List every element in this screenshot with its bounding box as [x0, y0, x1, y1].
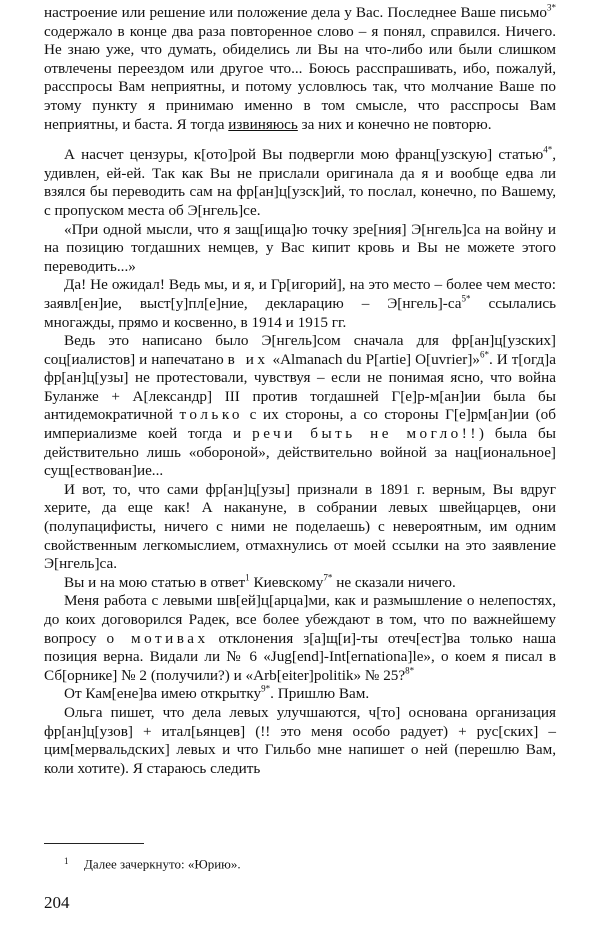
note-marker: 5* [461, 293, 471, 304]
text-run: «Almanach du P[artie] O[uvrier]» [268, 350, 481, 368]
paragraph-1 [44, 4, 556, 134]
paragraph-4 [44, 276, 556, 332]
paragraph-3 [44, 221, 556, 277]
text-run: И вот, то, что сами фр[ан]ц[узы] признали в 1891 г. верным, Вы вдруг херите, да еще как! А накануне, в собрании левых швейцарцев, они (полупацифисты, ничего с ними не поделаешь) с невероятным, им одним свойственным легкомыслием, отмахнулись от моей ссылки на это заявление Э[нгель]са. [44, 480, 556, 573]
footnote-text: Далее зачеркнуто: «Юрию». [84, 856, 241, 872]
paragraph-7 [44, 574, 556, 593]
text-run: не сказали ничего. [332, 573, 456, 591]
paragraph-9 [44, 685, 556, 704]
note-marker: 9* [261, 684, 271, 695]
text-run: Ольга пишет, что дела левых улучшаются, ч[то] основана организация фр[ан]ц[узов] + итал[ьянцев] (!! это меня особо радует) + рус[ских] – цим[мервальдских] левых и что Гильбо мне напишет о ней (перешлю Вам, коли хотите). Я стараюсь следить [44, 703, 556, 777]
text-run: с их стороны, а со стороны Г[е]рм[ан]ии (об империализме коей тогда и [44, 406, 556, 443]
note-marker: 8* [405, 665, 415, 676]
text-run: Вы и на мою статью в ответ [64, 573, 246, 591]
footnote-divider [44, 843, 144, 844]
text-run: «При одной мысли, что я защ[ища]ю точку зре[ния] Э[нгель]са на войну и на позицию тогдашних немцев, у Вас кипит кровь и Вы не можете этого переводить...» [44, 220, 556, 275]
paragraph-8 [44, 592, 556, 685]
paragraph-10 [44, 704, 556, 778]
note-marker: 7* [323, 572, 333, 583]
text-run: А насчет цензуры, к[ото]рой Вы подвергли мою франц[узскую] статью [64, 146, 544, 164]
text-run: Ведь это написано было Э[нгель]сом сначала для фр[ан]ц[узских] соц[иалистов] и напечатано [44, 332, 556, 368]
note-marker: 4* [543, 144, 553, 155]
note-marker: 3* [547, 2, 556, 13]
spaced-emphasis: в их [227, 350, 269, 368]
paragraph-6 [44, 481, 556, 574]
text-run: за них и конечно не повторю. [297, 115, 492, 133]
spaced-emphasis: речи быть не могло!! [252, 425, 479, 443]
text-run: . И т[огд]а фр[ан]ц[узы] не протестовали, чувствуя – если не понимая ясно, что война Буланже + А[лександр] III против тогдашней Г[е]р-м[ан]ии была бы антидемократичной [44, 350, 556, 424]
paragraph-5 [44, 332, 556, 481]
page-number: 204 [44, 893, 70, 912]
text-run: содержало в конце два раза повторенное слово – я понял, справился. Ничего. Не знаю уже, что думать, обиделись ли Вы на что-либо или были слишком отвлечены переездом или другое что... Боюсь расспрашивать, ибо, пожалуй, расспросы Вам неприятны, и потому условлюсь так, что молчание Ваше по этому пункту я принимаю именно в том смысле, что расспросы Вам неприятны, и баста. Я тогда [44, 22, 556, 133]
text-run: настроение или решение или положение дела у Вас. Последнее Ваше письмо [44, 4, 547, 21]
underlined-word: извиняюсь [228, 115, 298, 133]
main-text [44, 4, 556, 778]
text-run: Да! Не ожидал! Ведь мы, и я, и Гр[игорий], на это место – более чем место: заявл[ен]ие, выст[у]пл[е]ние, декларацию – Э[нгель]-са [44, 276, 556, 312]
paragraph-2 [44, 146, 556, 220]
spaced-emphasis: только [179, 406, 244, 424]
text-run: Киевскому [249, 573, 324, 591]
text-run: отклонения з[а]щ[и]-ты отеч[ест]ва только наша позиция верна. Видали ли № 6 «Jug[end]-Int[ernationa]le», о коем я писал в Сб[орнике] № 2 (получили?) и «Arb[eiter]politik» № 25? [44, 629, 556, 684]
text-run: От Кам[ене]ва имею открытку [64, 685, 262, 703]
footnote-number: 1 [64, 856, 69, 866]
text-run: ) была бы действительно лишь «обороной», действительно войной за нац[иональное] сущ[ествован]ие... [44, 425, 556, 480]
footnote [64, 853, 241, 873]
text-run: ссылались многажды, прямо и косвенно, в 1914 и 1915 гг. [44, 294, 556, 331]
text-run: , удивлен, ей-ей. Так как Вы не прислали оригинала да я и вообще едва ли взялся бы переводить сам на фр[ан]ц[узск]ий, то послал, конечно, по Вашему, с пропуском места об Э[нгель]се. [44, 146, 556, 219]
text-run: . Пришлю Вам. [270, 685, 370, 703]
text-run: Меня работа с левыми шв[ей]ц[арца]ми, как и размышление о нелепостях, до коих договорился Радек, все более убеждают в том, что по важнейшему вопросу [44, 592, 556, 647]
note-marker: 6* [480, 349, 490, 360]
footnote-marker: 1 [245, 572, 250, 583]
spaced-emphasis: о мотивах [106, 629, 209, 647]
